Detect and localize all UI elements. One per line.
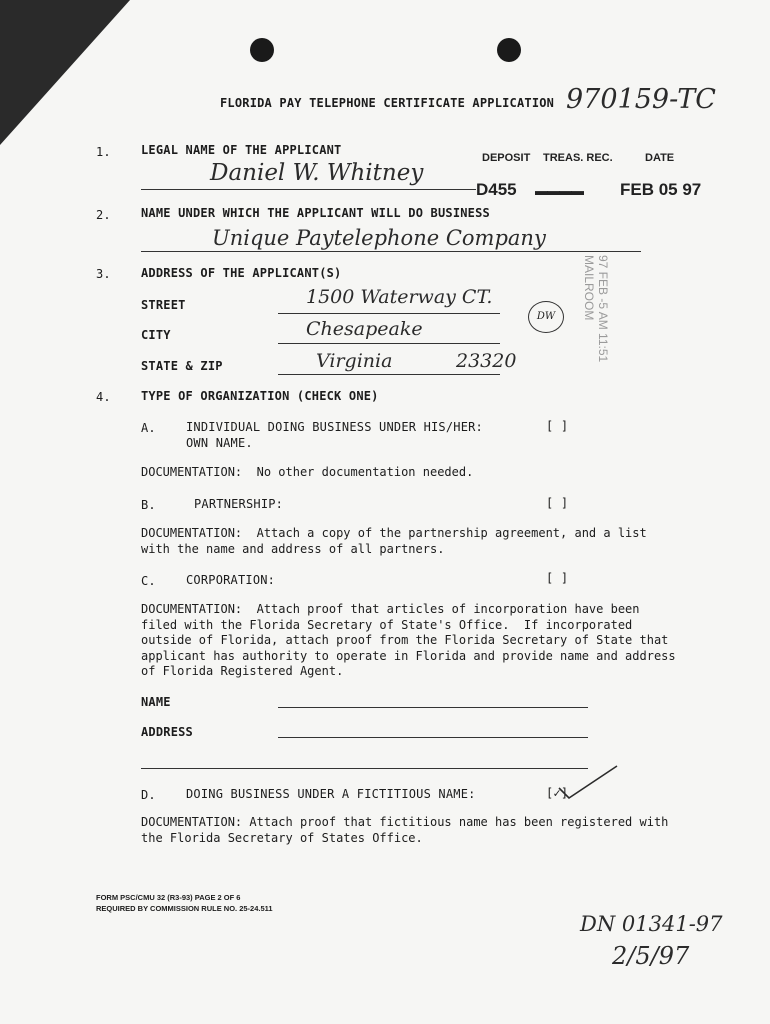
option-a-letter: A.: [141, 421, 156, 435]
option-a-documentation: DOCUMENTATION: No other documentation needed.: [141, 465, 474, 479]
section-2-number: 2.: [96, 208, 111, 222]
torn-corner: [0, 0, 130, 145]
section-3-number: 3.: [96, 267, 111, 281]
option-a-label-2: OWN NAME.: [186, 436, 253, 450]
zip-value: 23320: [456, 350, 517, 372]
section-2-label: NAME UNDER WHICH THE APPLICANT WILL DO BUSINESS: [141, 206, 490, 220]
option-b-label: PARTNERSHIP:: [194, 497, 284, 511]
deposit-number: D455: [476, 180, 517, 199]
state-zip-label: STATE & ZIP: [141, 359, 223, 373]
corp-name-line[interactable]: [278, 707, 588, 708]
business-name-line: [141, 251, 641, 252]
date-handwritten: 2/5/97: [612, 942, 690, 970]
street-line: [278, 313, 500, 314]
option-d-letter: D.: [141, 788, 156, 802]
punch-hole-left: [250, 38, 274, 62]
date-label: DATE: [645, 152, 675, 164]
rule-reference: REQUIRED BY COMMISSION RULE NO. 25-24.511: [96, 904, 273, 913]
option-a-checkbox[interactable]: [ ]: [546, 419, 569, 433]
treas-rec-label: TREAS. REC.: [543, 152, 613, 164]
option-d-label: DOING BUSINESS UNDER A FICTITIOUS NAME:: [186, 787, 476, 801]
option-b-letter: B.: [141, 498, 156, 512]
option-c-label: CORPORATION:: [186, 573, 276, 587]
city-line: [278, 343, 500, 344]
check-mark-icon: [555, 762, 625, 804]
corp-name-label: NAME: [141, 695, 171, 709]
option-a-label-1: INDIVIDUAL DOING BUSINESS UNDER HIS/HER:: [186, 420, 483, 434]
section-4-label: TYPE OF ORGANIZATION (CHECK ONE): [141, 389, 379, 403]
section-3-label: ADDRESS OF THE APPLICANT(S): [141, 266, 342, 280]
section-1-label: LEGAL NAME OF THE APPLICANT: [141, 143, 342, 157]
street-label: STREET: [141, 298, 186, 312]
mailroom-stamp: [582, 255, 610, 362]
mailroom-date: 97 FEB -5 AM 11:51: [596, 255, 610, 363]
legal-name-line: [141, 189, 476, 190]
document-number-handwritten: DN 01341-97: [580, 912, 723, 936]
date-value: FEB 05 97: [620, 180, 702, 199]
business-name-handwritten: Unique Paytelephone Company: [212, 226, 546, 250]
punch-hole-right: [497, 38, 521, 62]
street-value: 1500 Waterway CT.: [306, 286, 493, 308]
option-b-checkbox[interactable]: [ ]: [546, 496, 569, 510]
deposit-label: DEPOSIT: [482, 152, 531, 164]
docket-number-handwritten: 970159-TC: [566, 84, 716, 115]
option-d-checkbox[interactable]: [✓]: [546, 786, 569, 800]
option-d-documentation: DOCUMENTATION: Attach proof that fictitious name has been registered with the Florida Secretary of States Office.: [141, 815, 669, 845]
form-title: FLORIDA PAY TELEPHONE CERTIFICATE APPLICATION: [220, 96, 555, 110]
corp-address-label: ADDRESS: [141, 725, 193, 739]
option-c-letter: C.: [141, 574, 156, 588]
applicant-signature: Daniel W. Whitney: [210, 160, 424, 186]
section-1-number: 1.: [96, 145, 111, 159]
section-4-number: 4.: [96, 390, 111, 404]
corp-address-line[interactable]: [278, 737, 588, 738]
treas-value: ▬▬▬▬: [535, 183, 583, 198]
state-value: Virginia: [316, 350, 393, 372]
mailroom-label: MAILROOM: [582, 255, 596, 321]
initials-circle: DW: [528, 301, 564, 333]
option-c-checkbox[interactable]: [ ]: [546, 571, 569, 585]
corp-address-line-2[interactable]: [141, 768, 588, 769]
option-b-documentation: DOCUMENTATION: Attach a copy of the partnership agreement, and a list with the name and address of all partners.: [141, 526, 647, 556]
state-zip-line: [278, 374, 500, 375]
city-label: CITY: [141, 328, 171, 342]
city-value: Chesapeake: [306, 318, 423, 340]
form-number: FORM PSC/CMU 32 (R3-93) PAGE 2 OF 6: [96, 893, 241, 902]
option-c-documentation: DOCUMENTATION: Attach proof that articles of incorporation have been filed with the Florida Secretary of State's Office. If incorporated outside of Florida, attach proof from the Florida Secretary of State that applicant has authority to operate in Florida and provide name and address of Florida Registered Agent.: [141, 602, 676, 678]
